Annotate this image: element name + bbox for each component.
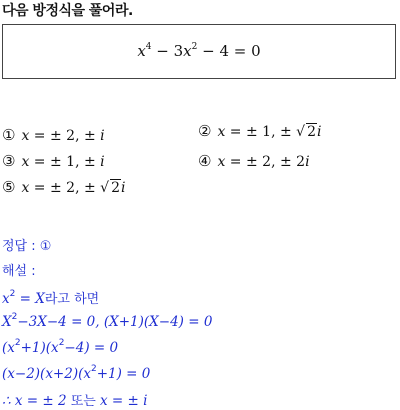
equation: [3, 42, 395, 60]
exponent: 2: [11, 312, 18, 322]
option-var: x: [21, 128, 30, 144]
option-tail: i: [317, 124, 322, 140]
option-4[interactable]: [198, 152, 310, 170]
option-number: ④: [198, 152, 212, 170]
solution-line-5: [2, 390, 147, 409]
math: (x−2)(x+2)(x: [2, 366, 91, 382]
problem-title: 다음 방정식을 풀어라.: [2, 3, 133, 19]
math: −4) = 0: [64, 340, 119, 356]
option-tail: i: [305, 154, 310, 170]
exponent: 2: [9, 289, 16, 299]
equation-box: [2, 24, 396, 79]
math: ∴ x = ± 2: [2, 393, 67, 409]
option-5[interactable]: [2, 178, 126, 196]
math: +1) = 0: [96, 366, 151, 382]
sqrt-radicand: 2: [307, 124, 317, 140]
sqrt-expression: √ 2: [100, 180, 121, 196]
option-text: = ± 1, ±: [29, 154, 101, 170]
math: X: [2, 314, 12, 330]
eq-rest: − 4 = 0: [197, 42, 261, 60]
option-text: = ± 2, ± 2: [225, 154, 306, 170]
solution-line-3: [2, 340, 118, 356]
exponent: 2: [90, 364, 97, 374]
option-number: ③: [2, 152, 16, 170]
option-var: x: [217, 124, 226, 140]
option-text: = ± 1, ±: [225, 124, 297, 140]
text: 또는: [66, 394, 100, 409]
solution-line-4: [2, 366, 150, 382]
option-var: x: [217, 154, 226, 170]
solution-line-1: [2, 288, 99, 307]
option-tail: i: [100, 154, 105, 170]
option-var: x: [21, 154, 30, 170]
eq-var: x: [137, 42, 146, 60]
option-text: = ± 2, ±: [29, 128, 101, 144]
sqrt-expression: √ 2: [296, 124, 317, 140]
text: 라고 하면: [44, 292, 100, 307]
math: −3X−4 = 0, (X+1)(X−4) = 0: [17, 314, 213, 330]
option-number: ②: [198, 122, 212, 140]
option-2[interactable]: [198, 122, 322, 140]
solution-line-2: [2, 314, 212, 330]
answer-label: 정답 : ①: [2, 239, 52, 254]
explanation-label: 해설 :: [2, 264, 36, 279]
option-tail: i: [100, 128, 105, 144]
eq-exp: 4: [145, 42, 152, 52]
option-3[interactable]: [2, 152, 105, 170]
math: x = ± i: [99, 393, 148, 409]
math: +1)(x: [20, 340, 59, 356]
option-1[interactable]: [2, 126, 105, 144]
option-number: ①: [2, 126, 16, 144]
option-number: ⑤: [2, 178, 16, 196]
exponent: 2: [14, 338, 21, 348]
option-var: x: [21, 180, 30, 196]
math: (x: [2, 340, 15, 356]
math: x: [2, 291, 10, 307]
math: = X: [15, 291, 45, 307]
exponent: 2: [58, 338, 65, 348]
sqrt-radicand: 2: [111, 180, 121, 196]
eq-op: − 3: [151, 42, 184, 60]
option-text: = ± 2, ±: [29, 180, 101, 196]
eq-var: x: [183, 42, 192, 60]
eq-exp: 2: [191, 42, 198, 52]
option-tail: i: [121, 180, 126, 196]
